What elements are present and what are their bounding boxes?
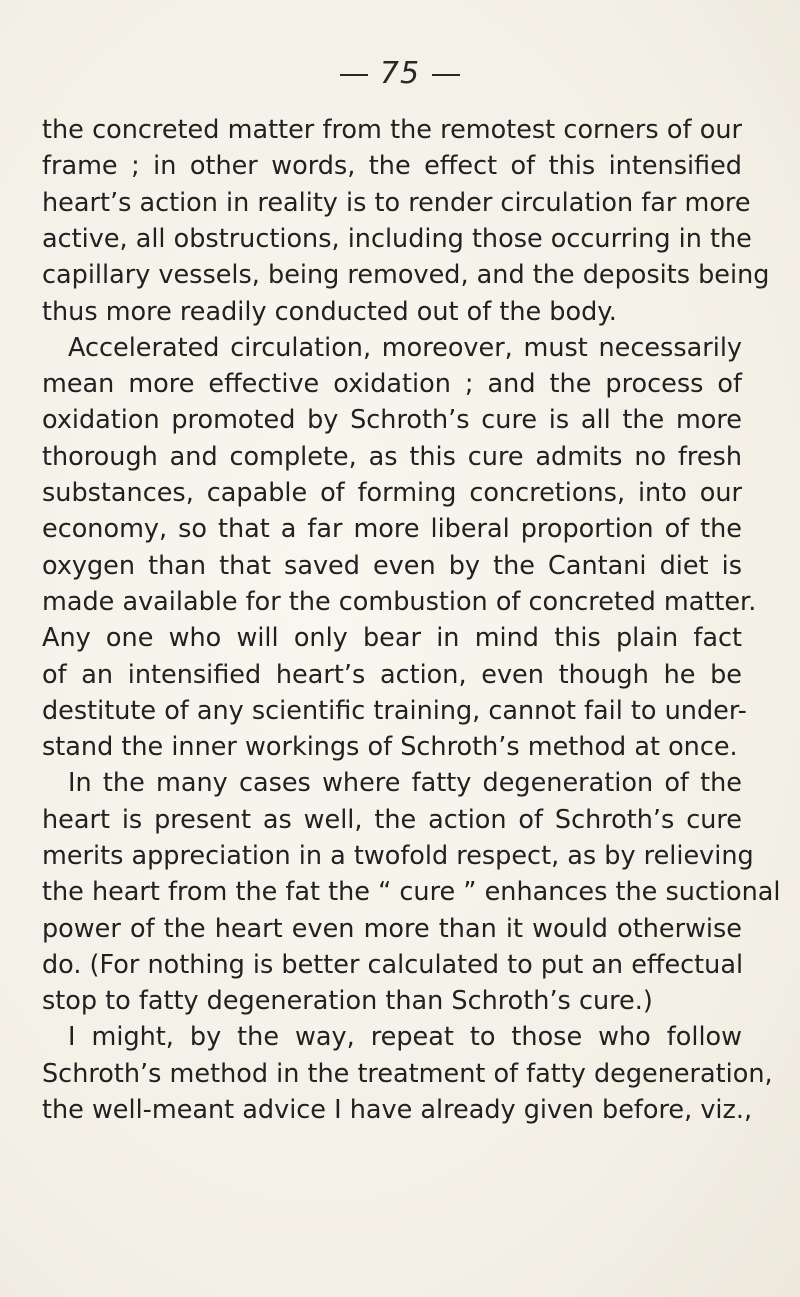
text-line: the heart from the fat the “ cure ” enhances the suctional <box>42 877 781 907</box>
text-line: capillary vessels, being removed, and the deposits being <box>42 260 770 290</box>
text-line: Any one who will only bear in mind this plain fact <box>42 623 742 653</box>
text-line: merits appreciation in a twofold respect, as by relieving <box>42 841 754 871</box>
text-line: destitute of any scientific training, cannot fail to under- <box>42 696 747 726</box>
text-line: In the many cases where fatty degeneration of the <box>68 768 742 798</box>
text-line: made available for the combustion of concreted matter. <box>42 587 757 617</box>
page-number: 75 <box>379 56 421 91</box>
text-line: mean more effective oxidation ; and the process of <box>42 369 742 399</box>
text-line: active, all obstructions, including those occurring in the <box>42 224 752 254</box>
text-line: thorough and complete, as this cure admits no fresh <box>42 442 742 472</box>
text-line: Accelerated circulation, moreover, must necessarily <box>68 333 742 363</box>
text-line: heart is present as well, the action of Schroth’s cure <box>42 805 742 835</box>
text-line: I might, by the way, repeat to those who follow <box>68 1022 742 1052</box>
text-line: economy, so that a far more liberal proportion of the <box>42 514 742 544</box>
text-line: frame ; in other words, the effect of this intensified <box>42 151 742 181</box>
text-line: stop to fatty degeneration than Schroth’s cure.) <box>42 986 653 1016</box>
page-number-header <box>0 56 800 91</box>
text-line: Schroth’s method in the treatment of fatty degeneration, <box>42 1059 773 1089</box>
right-dash <box>432 74 460 76</box>
text-line: do. (For nothing is better calculated to put an effectual <box>42 950 744 980</box>
text-line: power of the heart even more than it would otherwise <box>42 914 742 944</box>
text-line: oxidation promoted by Schroth’s cure is all the more <box>42 405 742 435</box>
text-line: the concreted matter from the remotest corners of our <box>42 115 742 145</box>
text-line: the well-meant advice I have already given before, viz., <box>42 1095 753 1125</box>
text-line: heart’s action in reality is to render circulation far more <box>42 188 751 218</box>
text-line: substances, capable of forming concretions, into our <box>42 478 742 508</box>
text-line: of an intensified heart’s action, even though he be <box>42 660 742 690</box>
text-line: oxygen than that saved even by the Cantani diet is <box>42 551 742 581</box>
text-line: stand the inner workings of Schroth’s method at once. <box>42 732 738 762</box>
left-dash <box>340 74 368 76</box>
text-line: thus more readily conducted out of the body. <box>42 297 617 327</box>
